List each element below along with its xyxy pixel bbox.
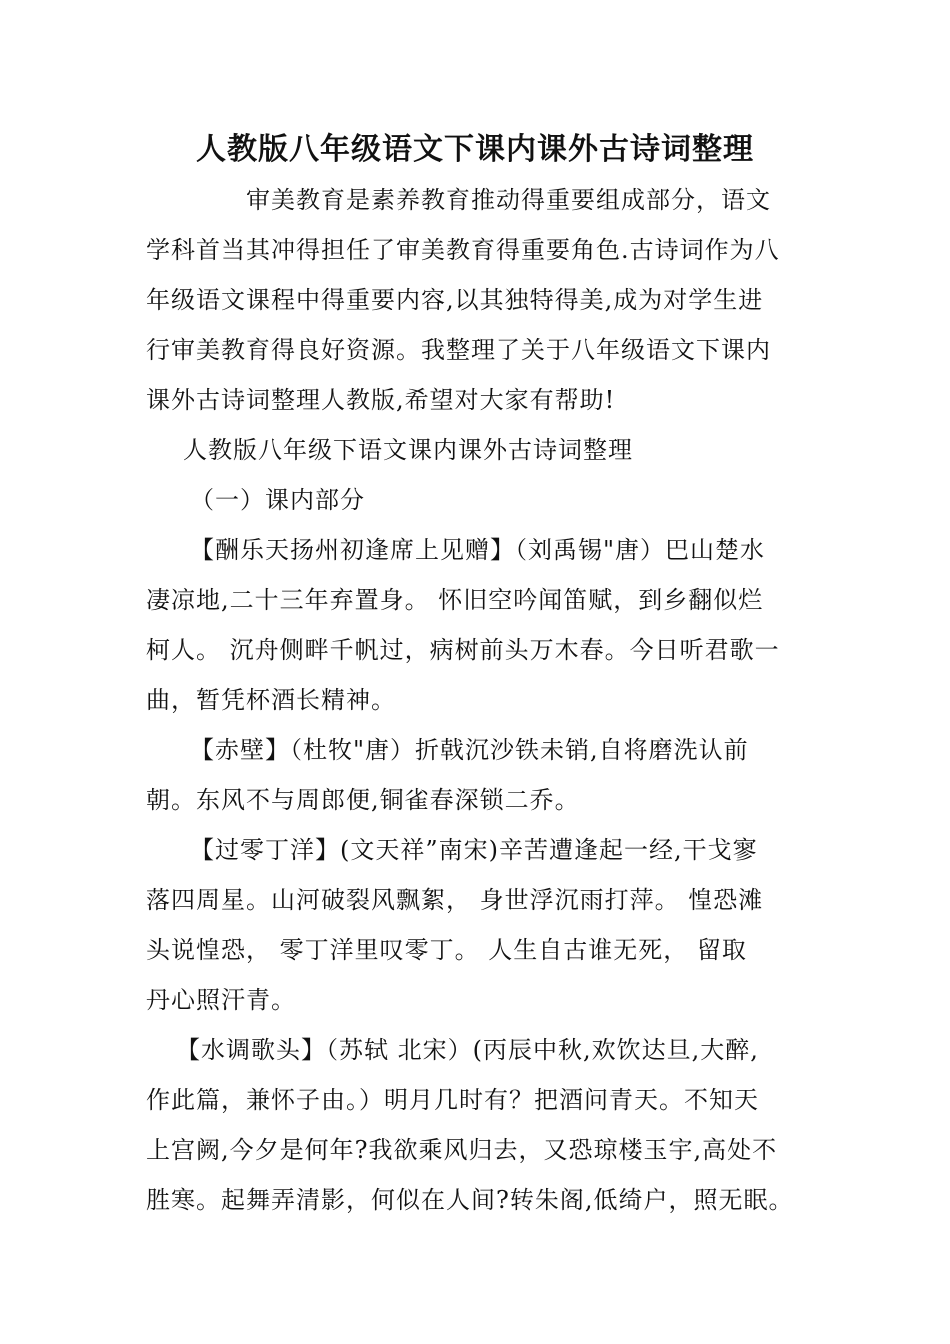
poem4-line-3: 上宫阙,今夕是何年?我欲乘风归去，又恐琼楼玉宇,高处不 bbox=[146, 1136, 778, 1164]
poem3-line-1: 【过零丁洋】(文天祥”南宋)辛苦遭逢起一经,干戈寥 bbox=[190, 836, 758, 864]
poem1-line-4: 曲，暂凭杯酒长精神。 bbox=[146, 686, 396, 714]
poem1-line-3: 柯人。 沉舟侧畔千帆过，病树前头万木春。今日听君歌一 bbox=[146, 636, 780, 664]
intro-line-3: 年级语文课程中得重要内容,以其独特得美,成为对学生进 bbox=[146, 286, 764, 314]
intro-line-2: 学科首当其冲得担任了审美教育得重要角色.古诗词作为八 bbox=[146, 236, 780, 264]
document-title: 人教版八年级语文下课内课外古诗词整理 bbox=[196, 132, 754, 167]
poem1-line-1: 【酬乐天扬州初逢席上见赠】（刘禹锡"唐）巴山楚水 bbox=[190, 536, 766, 564]
poem3-line-2: 落四周星。山河破裂风飘絮， 身世浮沉雨打萍。 惶恐滩 bbox=[146, 886, 764, 914]
poem2-line-2: 朝。东风不与周郎便,铜雀春深锁二乔。 bbox=[146, 786, 580, 814]
intro-line-5: 课外古诗词整理人教版,希望对大家有帮助! bbox=[146, 386, 616, 414]
poem4-line-4: 胜寒。起舞弄清影，何似在人间?转朱阁,低绮户，照无眠。 bbox=[146, 1186, 794, 1214]
poem1-line-2: 凄凉地,二十三年弃置身。 怀旧空吟闻笛赋，到乡翻似烂 bbox=[146, 586, 764, 614]
poem4-line-1: 【水调歌头】（苏轼 北宋）(丙辰中秋,欢饮达旦,大醉, bbox=[176, 1036, 759, 1064]
subtitle: 人教版八年级下语文课内课外古诗词整理 bbox=[183, 436, 633, 464]
poem4-line-2: 作此篇，兼怀子由。）明月几时有？把酒问青天。不知天 bbox=[146, 1086, 759, 1114]
poem3-line-3: 头说惶恐， 零丁洋里叹零丁。 人生自古谁无死， 留取 bbox=[146, 936, 747, 964]
poem3-line-4: 丹心照汗青。 bbox=[146, 986, 296, 1014]
section-heading: （一）课内部分 bbox=[190, 486, 365, 514]
intro-line-1: 审美教育是素养教育推动得重要组成部分，语文 bbox=[246, 186, 771, 214]
poem2-line-1: 【赤壁】（杜牧"唐）折戟沉沙铁未销,自将磨洗认前 bbox=[190, 736, 749, 764]
intro-line-4: 行审美教育得良好资源。我整理了关于八年级语文下课内 bbox=[146, 336, 771, 364]
